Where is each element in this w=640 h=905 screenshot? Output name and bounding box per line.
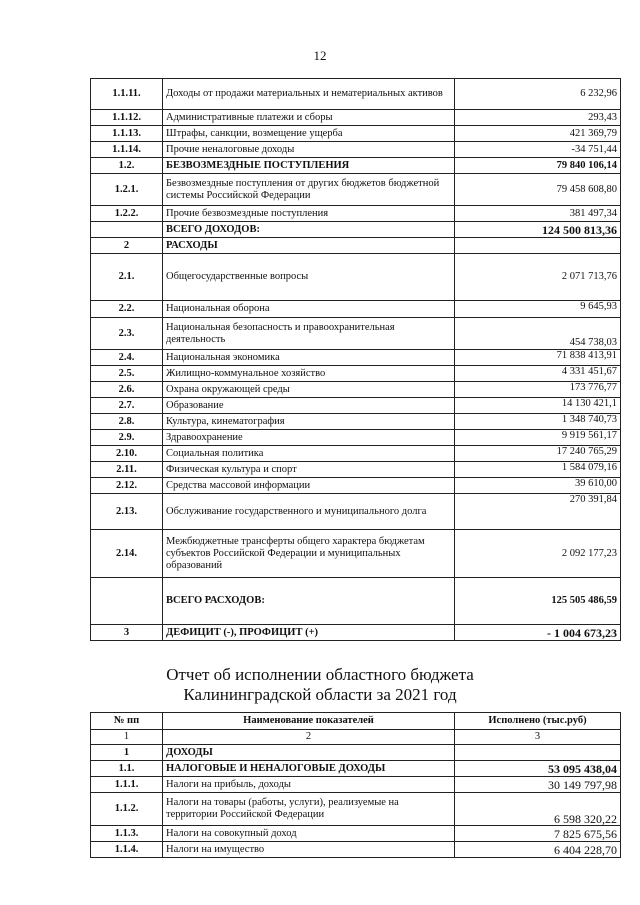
table-row [91, 301, 621, 318]
header-row [91, 713, 621, 730]
row-value: 7 825 675,56 [455, 826, 621, 842]
table-row [91, 761, 621, 777]
row-name: Национальная оборона [163, 301, 455, 318]
row-code: 2.2. [91, 301, 163, 318]
table-row [91, 79, 621, 110]
table-row [91, 110, 621, 126]
row-name: Налоги на прибыль, доходы [163, 777, 455, 793]
row-value: 14 130 421,1 [455, 398, 621, 414]
row-value: 6 404 228,70 [455, 842, 621, 858]
table-row [91, 745, 621, 761]
row-value: 53 095 438,04 [455, 761, 621, 777]
header-number: № пп [91, 713, 163, 730]
table-row [91, 318, 621, 350]
table-row [91, 414, 621, 430]
row-code: 1.2. [91, 158, 163, 174]
table-row [91, 777, 621, 793]
column-number-row [91, 730, 621, 745]
row-code: 1.1.13. [91, 126, 163, 142]
table-row [91, 578, 621, 625]
row-value: 79 840 106,14 [455, 158, 621, 174]
row-value [455, 238, 621, 254]
row-name: ДЕФИЦИТ (-), ПРОФИЦИТ (+) [163, 625, 455, 641]
row-value: 2 071 713,76 [455, 254, 621, 301]
row-code: 2.11. [91, 462, 163, 478]
row-code: 1.1.1. [91, 777, 163, 793]
row-name: Национальная безопасность и правоохранительная деятельность [163, 318, 455, 350]
table-row [91, 350, 621, 366]
row-name: Налоги на имущество [163, 842, 455, 858]
row-name: Доходы от продажи материальных и нематериальных активов [163, 79, 455, 110]
table-row [91, 530, 621, 578]
row-code [91, 222, 163, 238]
row-code: 1.2.2. [91, 206, 163, 222]
table-row [91, 430, 621, 446]
row-code: 2.14. [91, 530, 163, 578]
row-name: Образование [163, 398, 455, 414]
row-code: 1 [91, 745, 163, 761]
row-code: 3 [91, 625, 163, 641]
row-name: Налоги на товары (работы, услуги), реализуемые на территории Российской Федерации [163, 793, 455, 826]
row-name: Налоги на совокупный доход [163, 826, 455, 842]
table-row [91, 366, 621, 382]
row-name: Жилищно-коммунальное хозяйство [163, 366, 455, 382]
row-value: - 1 004 673,23 [455, 625, 621, 641]
row-name: ДОХОДЫ [163, 745, 455, 761]
row-code: 2.1. [91, 254, 163, 301]
row-value: -34 751,44 [455, 142, 621, 158]
row-value: 4 331 451,67 [455, 366, 621, 382]
row-code: 1.1.11. [91, 79, 163, 110]
row-code: 2.7. [91, 398, 163, 414]
column-number: 2 [163, 730, 455, 745]
row-value: 9 919 561,17 [455, 430, 621, 446]
row-value: 173 776,77 [455, 382, 621, 398]
row-value: 124 500 813,36 [455, 222, 621, 238]
row-name: Прочие безвозмездные поступления [163, 206, 455, 222]
row-value: 454 738,03 [455, 318, 621, 350]
row-name: Национальная экономика [163, 350, 455, 366]
row-value: 381 497,34 [455, 206, 621, 222]
row-code: 1.1.4. [91, 842, 163, 858]
row-code: 2.5. [91, 366, 163, 382]
page-number: 12 [313, 48, 327, 63]
row-value: 1 348 740,73 [455, 414, 621, 430]
row-code: 2.13. [91, 494, 163, 530]
table-row [91, 222, 621, 238]
column-number: 3 [455, 730, 621, 745]
budget-report-table [90, 712, 621, 858]
row-value [455, 745, 621, 761]
row-code: 1.1.3. [91, 826, 163, 842]
header-indicator-name: Наименование показателей [163, 713, 455, 730]
row-code: 2.12. [91, 478, 163, 494]
table-row [91, 478, 621, 494]
row-code: 2.10. [91, 446, 163, 462]
table-row [91, 793, 621, 826]
row-name: Охрана окружающей среды [163, 382, 455, 398]
row-code: 1.2.1. [91, 174, 163, 206]
row-name: РАСХОДЫ [163, 238, 455, 254]
report-title [0, 665, 640, 705]
table-row [91, 625, 621, 641]
row-name: Обслуживание государственного и муниципального долга [163, 494, 455, 530]
table-row [91, 206, 621, 222]
row-value: 9 645,93 [455, 301, 621, 318]
row-value: 125 505 486,59 [455, 578, 621, 625]
row-name: Средства массовой информации [163, 478, 455, 494]
row-code: 1.1.14. [91, 142, 163, 158]
row-code [91, 578, 163, 625]
row-value: 1 584 079,16 [455, 462, 621, 478]
row-name: Физическая культура и спорт [163, 462, 455, 478]
report-title-line-2: Калининградской области за 2021 год [183, 685, 457, 704]
row-name: Социальная политика [163, 446, 455, 462]
table-row [91, 382, 621, 398]
column-number: 1 [91, 730, 163, 745]
row-value: 39 610,00 [455, 478, 621, 494]
table-row [91, 158, 621, 174]
budget-table-continued [90, 78, 621, 641]
table-row [91, 462, 621, 478]
row-name: Безвозмездные поступления от других бюджетов бюджетной системы Российской Федерации [163, 174, 455, 206]
row-name: НАЛОГОВЫЕ И НЕНАЛОГОВЫЕ ДОХОДЫ [163, 761, 455, 777]
table-row [91, 238, 621, 254]
table-row [91, 826, 621, 842]
row-name: ВСЕГО ДОХОДОВ: [163, 222, 455, 238]
row-value: 293,43 [455, 110, 621, 126]
row-value: 79 458 608,80 [455, 174, 621, 206]
row-name: Прочие неналоговые доходы [163, 142, 455, 158]
row-code: 1.1. [91, 761, 163, 777]
row-code: 2.6. [91, 382, 163, 398]
table-row [91, 446, 621, 462]
row-name: Культура, кинематография [163, 414, 455, 430]
table-row [91, 494, 621, 530]
header-executed: Исполнено (тыс.руб) [455, 713, 621, 730]
row-name: БЕЗВОЗМЕЗДНЫЕ ПОСТУПЛЕНИЯ [163, 158, 455, 174]
row-name: Здравоохранение [163, 430, 455, 446]
row-value: 6 232,96 [455, 79, 621, 110]
row-code: 1.1.2. [91, 793, 163, 826]
table-row [91, 142, 621, 158]
row-name: Штрафы, санкции, возмещение ущерба [163, 126, 455, 142]
table-row [91, 126, 621, 142]
row-name: Межбюджетные трансферты общего характера бюджетам субъектов Российской Федерации и муниципальных образований [163, 530, 455, 578]
row-value: 17 240 765,29 [455, 446, 621, 462]
row-name: ВСЕГО РАСХОДОВ: [163, 578, 455, 625]
row-code: 2.8. [91, 414, 163, 430]
row-code: 2.9. [91, 430, 163, 446]
row-code: 2.4. [91, 350, 163, 366]
table-row [91, 842, 621, 858]
row-value: 71 838 413,91 [455, 350, 621, 366]
row-code: 1.1.12. [91, 110, 163, 126]
row-code: 2.3. [91, 318, 163, 350]
row-value: 6 598 320,22 [455, 793, 621, 826]
table-row [91, 254, 621, 301]
row-name: Общегосударственные вопросы [163, 254, 455, 301]
row-value: 270 391,84 [455, 494, 621, 530]
row-code: 2 [91, 238, 163, 254]
row-value: 2 092 177,23 [455, 530, 621, 578]
row-name: Административные платежи и сборы [163, 110, 455, 126]
table-row [91, 174, 621, 206]
row-value: 421 369,79 [455, 126, 621, 142]
row-value: 30 149 797,98 [455, 777, 621, 793]
table-row [91, 398, 621, 414]
report-title-line-1: Отчет об исполнении областного бюджета [166, 665, 474, 684]
